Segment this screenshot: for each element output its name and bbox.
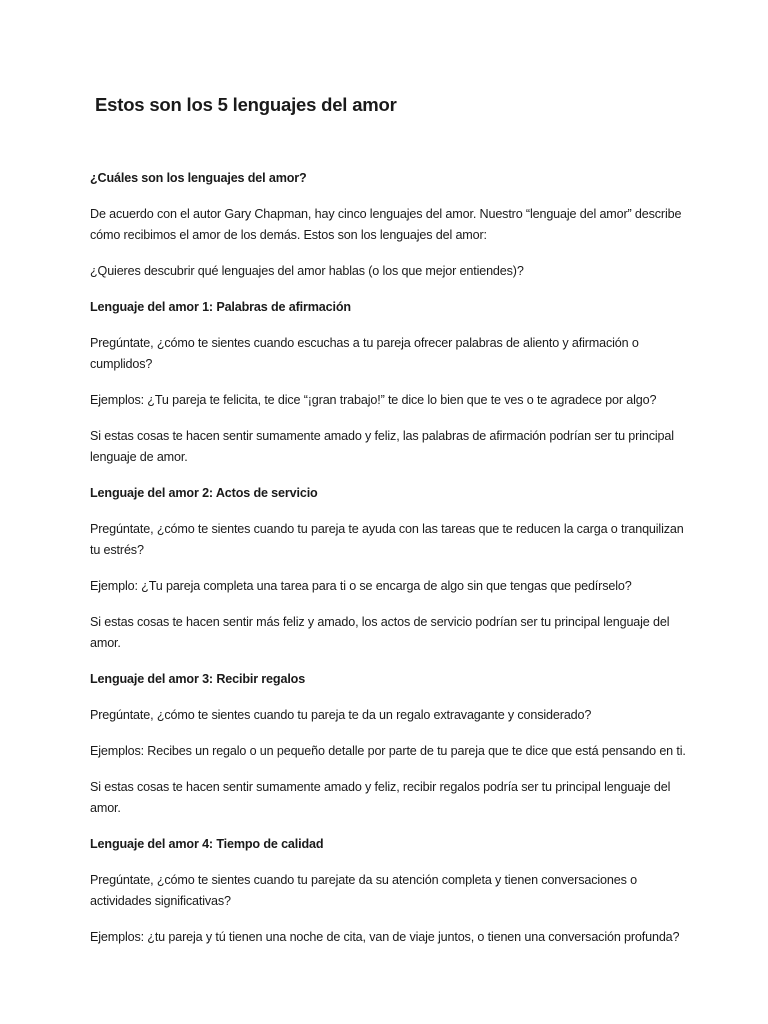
section-heading: Lenguaje del amor 2: Actos de servicio: [90, 486, 318, 500]
section-heading: Lenguaje del amor 1: Palabras de afirmación: [90, 300, 351, 314]
paragraph: Ejemplos: Recibes un regalo o un pequeño detalle por parte de tu pareja que te dice que está pensando en ti.: [90, 744, 686, 758]
paragraph: Si estas cosas te hacen sentir sumamente amado y feliz, recibir regalos podría ser tu principal lenguaje del amor.: [90, 780, 671, 815]
section-heading: Lenguaje del amor 4: Tiempo de calidad: [90, 837, 324, 851]
paragraph: Pregúntate, ¿cómo te sientes cuando tu pareja te da un regalo extravagante y considerado?: [90, 708, 592, 722]
section-heading: Lenguaje del amor 3: Recibir regalos: [90, 672, 306, 686]
paragraph: Si estas cosas te hacen sentir más feliz y amado, los actos de servicio podrían ser tu principal lenguaje del amor.: [90, 615, 670, 650]
paragraph: Ejemplos: ¿Tu pareja te felicita, te dice “¡gran trabajo!” te dice lo bien que te ves o te agradece por algo?: [90, 393, 657, 407]
paragraph: ¿Quieres descubrir qué lenguajes del amor hablas (o los que mejor entiendes)?: [90, 264, 524, 278]
paragraph: Pregúntate, ¿cómo te sientes cuando tu pareja te ayuda con las tareas que te reducen la carga o tranquilizan tu estrés?: [90, 522, 684, 557]
section-heading: ¿Cuáles son los lenguajes del amor?: [90, 171, 307, 185]
document-body: [90, 168, 690, 963]
paragraph: Si estas cosas te hacen sentir sumamente amado y feliz, las palabras de afirmación podrían ser tu principal lenguaje de amor.: [90, 429, 674, 464]
paragraph: Ejemplos: ¿tu pareja y tú tienen una noche de cita, van de viaje juntos, o tienen una conversación profunda?: [90, 930, 680, 944]
document-title: Estos son los 5 lenguajes del amor: [95, 94, 397, 115]
paragraph: Pregúntate, ¿cómo te sientes cuando escuchas a tu pareja ofrecer palabras de aliento y afirmación o cumplidos?: [90, 336, 639, 371]
paragraph: Pregúntate, ¿cómo te sientes cuando tu parejate da su atención completa y tienen conversaciones o actividades significativas?: [90, 873, 637, 908]
paragraph: Ejemplo: ¿Tu pareja completa una tarea para ti o se encarga de algo sin que tengas que pedírselo?: [90, 579, 632, 593]
paragraph: De acuerdo con el autor Gary Chapman, hay cinco lenguajes del amor. Nuestro “lenguaje del amor” describe cómo recibimos el amor de los demás. Estos son los lenguajes del amor:: [90, 207, 682, 242]
